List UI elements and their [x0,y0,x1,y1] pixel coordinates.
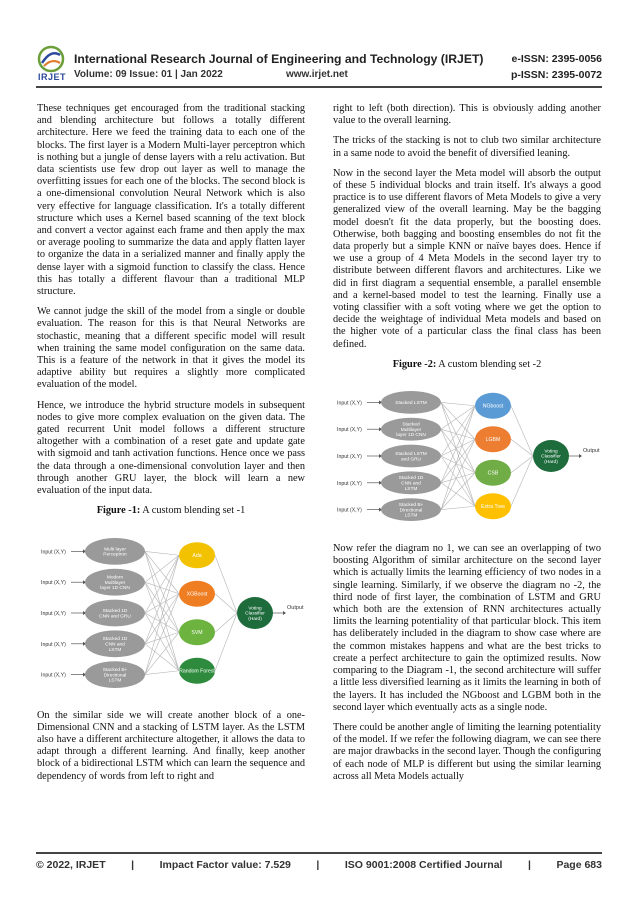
voting-classifier-label-line: (Hard) [544,460,558,466]
figure-caption-text: A custom blending set -1 [140,505,246,517]
voting-classifier-label-line: Classifier [245,611,265,617]
layer1-node-label-line: Directional [103,672,127,678]
iso-certification: ISO 9001:2008 Certified Journal [344,859,503,871]
layer1-node-label-line: Stacked 1D [102,608,128,614]
layer2-node-label-line: XGBoost [186,591,208,598]
layer1-node-label-line: layer 1D CNN [100,585,130,591]
layer1-node-label-line: Stacked Bi- [398,503,424,509]
layer1-node-label-line: Stacked LSTM [395,452,427,458]
paragraph: Now refer the diagram no 1, we can see an overlapping of two boosting Algorithm of similar architecture on the second layer which is actually limits the learning efficiency of two nodes in a single learning. Similarly, if we observe the diagram no -2, the third node of first layer, the combination of LSTM and GRU which both are the extension of RNN architectures actually limits the learning potentiality of that particular block. This item has deliberately included in the diagram to show case where are the common mistakes happens and what are the best tricks to create a perfect architecture to gain the optimized results. Now comparing to the Diagram -1, the second architecture will suffer a little less diversified learning as it limits the learning in both of the layers. It has included the NGboost and LGBM both in the second layer which eventually acts as a single node. [333,543,601,713]
input-label: Input (X,Y) [41,548,66,555]
layer2-node-label-line: LGBM [485,437,501,444]
layer2-node-label [488,471,499,477]
connection-line [215,613,237,632]
layer2-node-label [486,437,501,443]
connection-line [511,439,533,456]
layer1-node-label-line: Multilayer [400,427,422,433]
input-label: Input (X,Y) [41,610,66,617]
input-label: Input (X,Y) [41,579,66,586]
layer1-node-label [99,608,131,619]
figure-label: Figure -1: [96,505,141,517]
layer1-node-label-line: Perceptron [103,552,127,558]
layer1-node-label-line: Directional [399,508,423,514]
layer2-node-label [481,504,505,510]
paragraph: right to left (both direction). This is obviously adding another value to the overall learning. [333,103,601,127]
voting-classifier-label-line: (Hard) [248,616,262,622]
layer1-node-label [395,400,426,406]
connection-line [441,506,475,509]
connection-line [215,555,237,613]
layer2-node-label [191,630,202,636]
figure-2-diagram [333,377,601,535]
footer-separator: | [131,859,135,871]
connection-line [441,402,475,405]
layer1-node-label-line: and GRU [401,457,421,463]
layer1-node-label-line: Multilayer [104,580,126,586]
figure-label: Figure -2: [392,358,437,370]
layer1-node-label-line: Modern [106,575,124,581]
connection-line [215,593,237,612]
connection-line [511,406,533,456]
connection-line [145,551,179,555]
layer1-node-label-line: CNN and GRU [99,613,131,619]
layer2-node-label-line: CSB [487,470,499,477]
layer2-node-label-line: Ada [192,552,202,559]
layer1-node-label-line: LSTM [404,513,418,519]
arrow-head [283,611,286,615]
footer-separator: | [527,859,531,871]
layer1-node-label-line: CNN and [401,481,421,487]
layer1-node-label-line: layer 1D CNN [396,433,426,439]
layer2-node-label-line: SVM [191,629,203,636]
layer1-node-label-line: Stacked 1D [102,636,128,642]
paragraph: These techniques get encouraged from the traditional stacking and blending architecture but follows a totally different architecture. Here we feed the training data to each one of the blocks. The first layer is a Modern Multi-layer perceptron which is nothing but a jungle of dense layers with a relu activation. But data scientists use few drop out layer as well to manage the overfitting issues for each one of the blocks. The second block is a one-dimensional convolution Neural Network which is also very effective for language classification. It's a totally different structure which uses a Kernel based scanning of the text block and convert a vector against each frame and then apply the max or average pooling to summarize the data and apply flatten layer to organize the data in a serialized manner and finally apply the dense layer with a sigmoid function to classify the class. Hence this has totally a different flavour than a traditional MLP structure. [37,103,305,298]
voting-classifier-label-line: Voting [544,449,558,455]
input-label: Input (X,Y) [337,480,362,487]
connection-line [215,613,237,671]
voting-classifier-label-line: Classifier [541,454,561,460]
input-label: Input (X,Y) [337,454,362,461]
connection-line [511,456,533,473]
volume-issue: Volume: 09 Issue: 01 | Jan 2022 [74,69,223,80]
journal-url: www.irjet.net [286,69,348,80]
connection-line [145,582,179,632]
figure-1-diagram [37,524,305,702]
voting-classifier-label-line: Voting [248,605,262,611]
layer1-node-label-line: Stacked LSTM [395,401,427,407]
figure-1-caption [37,505,305,517]
connection-line [441,439,475,483]
right-column [333,103,601,791]
page-number: Page 683 [556,859,602,871]
impact-factor: Impact Factor value: 7.529 [159,859,291,871]
figure-caption-text: A custom blending set -2 [436,358,542,370]
input-label: Input (X,Y) [337,507,362,514]
layer2-node-label [483,404,504,410]
layer1-node-label-line: Stacked Bi- [102,667,128,673]
header-rule [36,86,602,88]
layer2-node-label [179,668,215,674]
connection-line [441,429,475,473]
connection-line [145,593,179,643]
paragraph: Hence, we introduce the hybrid structure models in subsequent nodes to give more complex evaluation on the given data. The gated recurrent Unit model follows a different structure altogether with a combination of a reset gate and update gate with sigmoid and tanh activation functions. Hence once we pass the data through a one-dimensional convolution layer and then through another GRU layer, the block will learn a new evaluation of the input data. [37,399,305,497]
irjet-logo [36,44,66,74]
paragraph: Now in the second layer the Meta model will absorb the output of these 5 individual blocks and train itself. It's always a good practice is to use different flavors of Meta Models to give a very generalized view of the overall learning. May be the bagging model doesn't fit the data properly, but the boosting does. Otherwise, both bagging and boosting ensembles do not fit the data properly but a simple KNN or naïve bayes does. Hence if we use a group of 4 Meta Models in the second layer try to distribute between different flavors and architectures. Like we did in first diagram a sequential ensemble, a parallel ensemble and a kernel-based model to test the learning. Finally use a voting classifier with a soft voting where we get the option to decide the weightage of individual Meta models and based on the higher vote of a particular class the final class has been defined. [333,167,601,350]
figure-2-caption [333,359,601,371]
e-issn: e-ISSN: 2395-0056 [511,53,602,65]
layer1-node-label-line: CNN and [105,641,125,647]
layer1-node-label-line: Stacked [402,422,420,428]
connection-line [511,456,533,506]
layer2-node-label [187,591,208,597]
layer1-node-label-line: LSTM [108,647,122,653]
input-label: Input (X,Y) [41,672,66,679]
footer-rule [36,852,602,854]
input-label: Input (X,Y) [337,400,362,407]
left-column [37,103,305,791]
output-label: Output [583,448,600,455]
input-label: Input (X,Y) [41,641,66,648]
layer1-node-label-line: Multi layer [104,546,126,552]
layer2-node-label-line: NGboost [482,403,504,410]
layer1-node-label-line: Stacked 1D [398,476,424,482]
p-issn: p-ISSN: 2395-0072 [510,69,602,81]
journal-title: International Research Journal of Engineering and Technology (IRJET) [74,52,484,66]
footer-separator: | [316,859,320,871]
layer2-node-label-line: Extra Tree [481,504,505,511]
logo-text: IRJET [38,72,67,82]
layer2-node-label-line: Random Forest [179,668,215,675]
paragraph: On the similar side we will create another block of a one-Dimensional CNN and a stacking of LSTM layer. As the LSTM also have a different architecture altogether, it allows the data to adapt through a different learning. And finally, keep another block of a bidirectional LSTM which can learn the sequence and dependency of words from left to right and [37,709,305,782]
paragraph: There could be another angle of limiting the learning potentiality of the model. If we refer the following diagram, we can see there are major drawbacks in the second layer. Though the configuring of each node of MLP is different but using the similar learning across all Meta Models actually [333,721,602,782]
layer1-node-label-line: LSTM [108,678,122,684]
layer2-node-label [192,553,201,559]
input-label: Input (X,Y) [337,427,362,434]
layer1-node-label-line: LSTM [404,486,418,492]
paragraph: We cannot judge the skill of the model from a single or double evaluation. The reason for this is that Neural Networks are stochastic, meaning that a different specific model will result when training the same model configuration on the same data. This is a feature of the network in that it gives the model its adaptive ability but requires a slightly more complicated evaluation of the model. [37,306,305,391]
arrow-head [579,454,582,458]
layer1-node-label [103,546,127,557]
paragraph: The tricks of the stacking is not to club two similar architecture in a same node to avoid the benefit of diversified leaning. [333,135,601,159]
output-label: Output [287,604,304,611]
copyright: © 2022, IRJET [36,859,106,871]
connection-line [145,670,179,674]
page-header [0,0,638,92]
